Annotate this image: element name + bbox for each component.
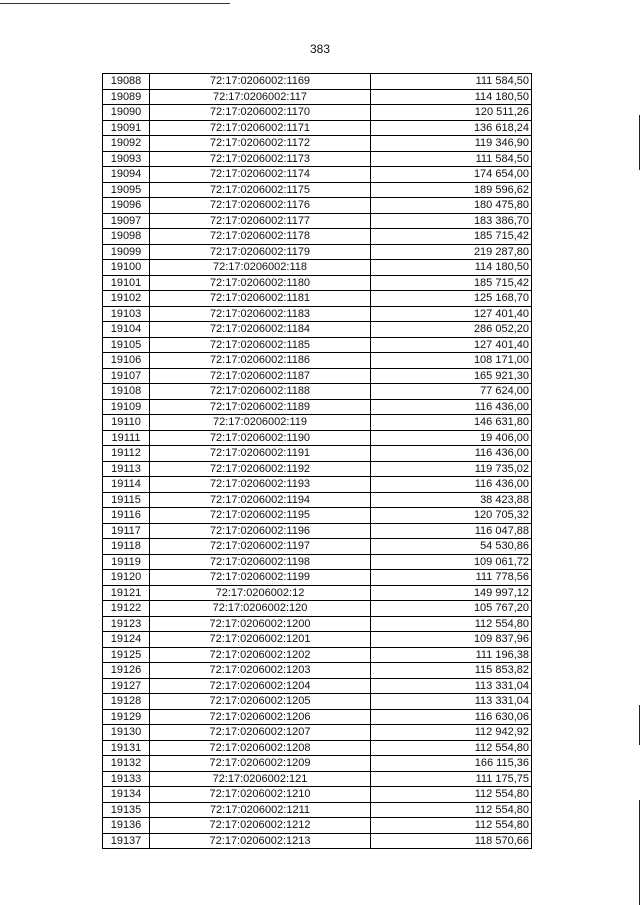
table-row [103,213,532,229]
row-number-cell: 19119 [103,554,150,570]
table-row [103,570,532,586]
table-row [103,74,532,90]
row-number-cell: 19136 [103,818,150,834]
row-number-cell: 19133 [103,771,150,787]
row-number-cell: 19094 [103,167,150,183]
cadastral-value-cell: 165 921,30 [371,368,532,384]
cadastral-value-cell: 185 715,42 [371,229,532,245]
table-row [103,725,532,741]
table-row [103,446,532,462]
table-row [103,833,532,849]
cadastral-number-cell: 72:17:0206002:1191 [150,446,371,462]
cadastral-value-cell: 149 997,12 [371,585,532,601]
table-row [103,632,532,648]
table-row [103,415,532,431]
table-row [103,709,532,725]
table-row [103,368,532,384]
cadastral-value-cell: 136 618,24 [371,120,532,136]
cadastral-value-cell: 127 401,40 [371,337,532,353]
top-rule [0,3,230,4]
cadastral-value-cell: 116 436,00 [371,446,532,462]
cadastral-number-cell: 72:17:0206002:1201 [150,632,371,648]
cadastral-value-cell: 105 767,20 [371,601,532,617]
row-number-cell: 19101 [103,275,150,291]
cadastral-value-cell: 125 168,70 [371,291,532,307]
row-number-cell: 19117 [103,523,150,539]
cadastral-number-cell: 72:17:0206002:1177 [150,213,371,229]
table-row [103,306,532,322]
table-row [103,818,532,834]
row-number-cell: 19113 [103,461,150,477]
row-number-cell: 19134 [103,787,150,803]
cadastral-number-cell: 72:17:0206002:1179 [150,244,371,260]
cadastral-number-cell: 72:17:0206002:1194 [150,492,371,508]
cadastral-value-cell: 113 331,04 [371,678,532,694]
row-number-cell: 19121 [103,585,150,601]
cadastral-number-cell: 72:17:0206002:1204 [150,678,371,694]
cadastral-number-cell: 72:17:0206002:1198 [150,554,371,570]
table-row [103,647,532,663]
cadastral-number-cell: 72:17:0206002:1209 [150,756,371,772]
table-row [103,120,532,136]
row-number-cell: 19104 [103,322,150,338]
row-number-cell: 19123 [103,616,150,632]
row-number-cell: 19095 [103,182,150,198]
table-row [103,539,532,555]
table-row [103,353,532,369]
table-row [103,678,532,694]
table-row [103,136,532,152]
table-row [103,508,532,524]
cadastral-number-cell: 72:17:0206002:1170 [150,105,371,121]
cadastral-number-cell: 72:17:0206002:1206 [150,709,371,725]
table-row [103,492,532,508]
table-row [103,182,532,198]
cadastral-value-cell: 112 554,80 [371,740,532,756]
cadastral-value-cell: 54 530,86 [371,539,532,555]
cadastral-number-cell: 72:17:0206002:1197 [150,539,371,555]
cadastral-value-table [102,73,532,849]
row-number-cell: 19097 [103,213,150,229]
cadastral-value-cell: 286 052,20 [371,322,532,338]
cadastral-number-cell: 72:17:0206002:1176 [150,198,371,214]
cadastral-value-cell: 116 436,00 [371,399,532,415]
cadastral-number-cell: 72:17:0206002:118 [150,260,371,276]
cadastral-value-cell: 146 631,80 [371,415,532,431]
row-number-cell: 19127 [103,678,150,694]
cadastral-number-cell: 72:17:0206002:1181 [150,291,371,307]
cadastral-value-cell: 174 654,00 [371,167,532,183]
row-number-cell: 19118 [103,539,150,555]
row-number-cell: 19122 [103,601,150,617]
cadastral-value-cell: 189 596,62 [371,182,532,198]
row-number-cell: 19137 [103,833,150,849]
row-number-cell: 19112 [103,446,150,462]
cadastral-value-cell: 112 554,80 [371,787,532,803]
row-number-cell: 19125 [103,647,150,663]
cadastral-number-cell: 72:17:0206002:1185 [150,337,371,353]
cadastral-value-cell: 111 196,38 [371,647,532,663]
table-row [103,260,532,276]
table-row [103,787,532,803]
row-number-cell: 19093 [103,151,150,167]
table-row [103,337,532,353]
row-number-cell: 19088 [103,74,150,90]
row-number-cell: 19132 [103,756,150,772]
table-row [103,740,532,756]
table-row [103,105,532,121]
cadastral-number-cell: 72:17:0206002:1188 [150,384,371,400]
row-number-cell: 19102 [103,291,150,307]
cadastral-number-cell: 72:17:0206002:120 [150,601,371,617]
row-number-cell: 19089 [103,89,150,105]
cadastral-value-cell: 38 423,88 [371,492,532,508]
cadastral-value-cell: 120 705,32 [371,508,532,524]
cadastral-value-cell: 166 115,36 [371,756,532,772]
cadastral-number-cell: 72:17:0206002:1202 [150,647,371,663]
row-number-cell: 19115 [103,492,150,508]
cadastral-value-cell: 180 475,80 [371,198,532,214]
cadastral-number-cell: 72:17:0206002:1203 [150,663,371,679]
cadastral-value-cell: 219 287,80 [371,244,532,260]
cadastral-number-cell: 72:17:0206002:1174 [150,167,371,183]
cadastral-value-cell: 183 386,70 [371,213,532,229]
cadastral-number-cell: 72:17:0206002:1193 [150,477,371,493]
cadastral-number-cell: 72:17:0206002:1207 [150,725,371,741]
row-number-cell: 19096 [103,198,150,214]
cadastral-number-cell: 72:17:0206002:1211 [150,802,371,818]
cadastral-number-cell: 72:17:0206002:1171 [150,120,371,136]
row-number-cell: 19110 [103,415,150,431]
table-row [103,167,532,183]
cadastral-number-cell: 72:17:0206002:1172 [150,136,371,152]
cadastral-number-cell: 72:17:0206002:1190 [150,430,371,446]
cadastral-value-cell: 185 715,42 [371,275,532,291]
cadastral-number-cell: 72:17:0206002:121 [150,771,371,787]
cadastral-value-cell: 112 554,80 [371,818,532,834]
table-row [103,461,532,477]
row-number-cell: 19091 [103,120,150,136]
table-row [103,694,532,710]
cadastral-value-cell: 112 942,92 [371,725,532,741]
cadastral-number-cell: 72:17:0206002:1208 [150,740,371,756]
row-number-cell: 19116 [103,508,150,524]
row-number-cell: 19107 [103,368,150,384]
cadastral-value-cell: 116 436,00 [371,477,532,493]
table-row [103,291,532,307]
cadastral-value-cell: 109 837,96 [371,632,532,648]
cadastral-number-cell: 72:17:0206002:1213 [150,833,371,849]
row-number-cell: 19126 [103,663,150,679]
table-row [103,151,532,167]
row-number-cell: 19090 [103,105,150,121]
table-row [103,384,532,400]
row-number-cell: 19106 [103,353,150,369]
row-number-cell: 19108 [103,384,150,400]
cadastral-number-cell: 72:17:0206002:1186 [150,353,371,369]
table-body [103,74,532,849]
cadastral-value-cell: 118 570,66 [371,833,532,849]
row-number-cell: 19131 [103,740,150,756]
cadastral-value-cell: 116 047,88 [371,523,532,539]
row-number-cell: 19092 [103,136,150,152]
cadastral-number-cell: 72:17:0206002:1200 [150,616,371,632]
table-row [103,477,532,493]
cadastral-value-cell: 114 180,50 [371,89,532,105]
table-row [103,771,532,787]
row-number-cell: 19098 [103,229,150,245]
cadastral-value-cell: 115 853,82 [371,663,532,679]
cadastral-value-cell: 112 554,80 [371,802,532,818]
cadastral-number-cell: 72:17:0206002:1183 [150,306,371,322]
row-number-cell: 19129 [103,709,150,725]
cadastral-value-cell: 19 406,00 [371,430,532,446]
cadastral-value-cell: 116 630,06 [371,709,532,725]
table-row [103,244,532,260]
table-row [103,616,532,632]
cadastral-number-cell: 72:17:0206002:1178 [150,229,371,245]
cadastral-value-cell: 127 401,40 [371,306,532,322]
table-row [103,430,532,446]
cadastral-number-cell: 72:17:0206002:1180 [150,275,371,291]
cadastral-value-cell: 111 778,56 [371,570,532,586]
cadastral-number-cell: 72:17:0206002:1205 [150,694,371,710]
cadastral-number-cell: 72:17:0206002:1196 [150,523,371,539]
cadastral-value-cell: 119 346,90 [371,136,532,152]
row-number-cell: 19124 [103,632,150,648]
cadastral-value-cell: 111 584,50 [371,151,532,167]
row-number-cell: 19111 [103,430,150,446]
table-row [103,89,532,105]
cadastral-number-cell: 72:17:0206002:1195 [150,508,371,524]
cadastral-number-cell: 72:17:0206002:1199 [150,570,371,586]
cadastral-number-cell: 72:17:0206002:1192 [150,461,371,477]
row-number-cell: 19120 [103,570,150,586]
cadastral-value-cell: 114 180,50 [371,260,532,276]
table-row [103,399,532,415]
row-number-cell: 19114 [103,477,150,493]
cadastral-value-cell: 111 175,75 [371,771,532,787]
cadastral-number-cell: 72:17:0206002:1173 [150,151,371,167]
table-row [103,198,532,214]
table-row [103,802,532,818]
row-number-cell: 19105 [103,337,150,353]
page-number: 383 [309,42,331,56]
cadastral-number-cell: 72:17:0206002:12 [150,585,371,601]
row-number-cell: 19099 [103,244,150,260]
cadastral-value-cell: 77 624,00 [371,384,532,400]
cadastral-number-cell: 72:17:0206002:117 [150,89,371,105]
cadastral-value-cell: 112 554,80 [371,616,532,632]
cadastral-value-cell: 109 061,72 [371,554,532,570]
row-number-cell: 19109 [103,399,150,415]
cadastral-number-cell: 72:17:0206002:1175 [150,182,371,198]
table-row [103,663,532,679]
row-number-cell: 19130 [103,725,150,741]
cadastral-value-cell: 113 331,04 [371,694,532,710]
row-number-cell: 19128 [103,694,150,710]
cadastral-value-cell: 119 735,02 [371,461,532,477]
table-row [103,322,532,338]
cadastral-number-cell: 72:17:0206002:1189 [150,399,371,415]
cadastral-number-cell: 72:17:0206002:1187 [150,368,371,384]
cadastral-value-cell: 120 511,26 [371,105,532,121]
cadastral-number-cell: 72:17:0206002:1169 [150,74,371,90]
table-row [103,523,532,539]
cadastral-number-cell: 72:17:0206002:1210 [150,787,371,803]
row-number-cell: 19135 [103,802,150,818]
cadastral-number-cell: 72:17:0206002:119 [150,415,371,431]
row-number-cell: 19103 [103,306,150,322]
cadastral-number-cell: 72:17:0206002:1212 [150,818,371,834]
cadastral-value-cell: 108 171,00 [371,353,532,369]
table-row [103,585,532,601]
row-number-cell: 19100 [103,260,150,276]
table-row [103,756,532,772]
table-row [103,229,532,245]
table-row [103,554,532,570]
table-row [103,275,532,291]
cadastral-value-cell: 111 584,50 [371,74,532,90]
table-row [103,601,532,617]
cadastral-number-cell: 72:17:0206002:1184 [150,322,371,338]
